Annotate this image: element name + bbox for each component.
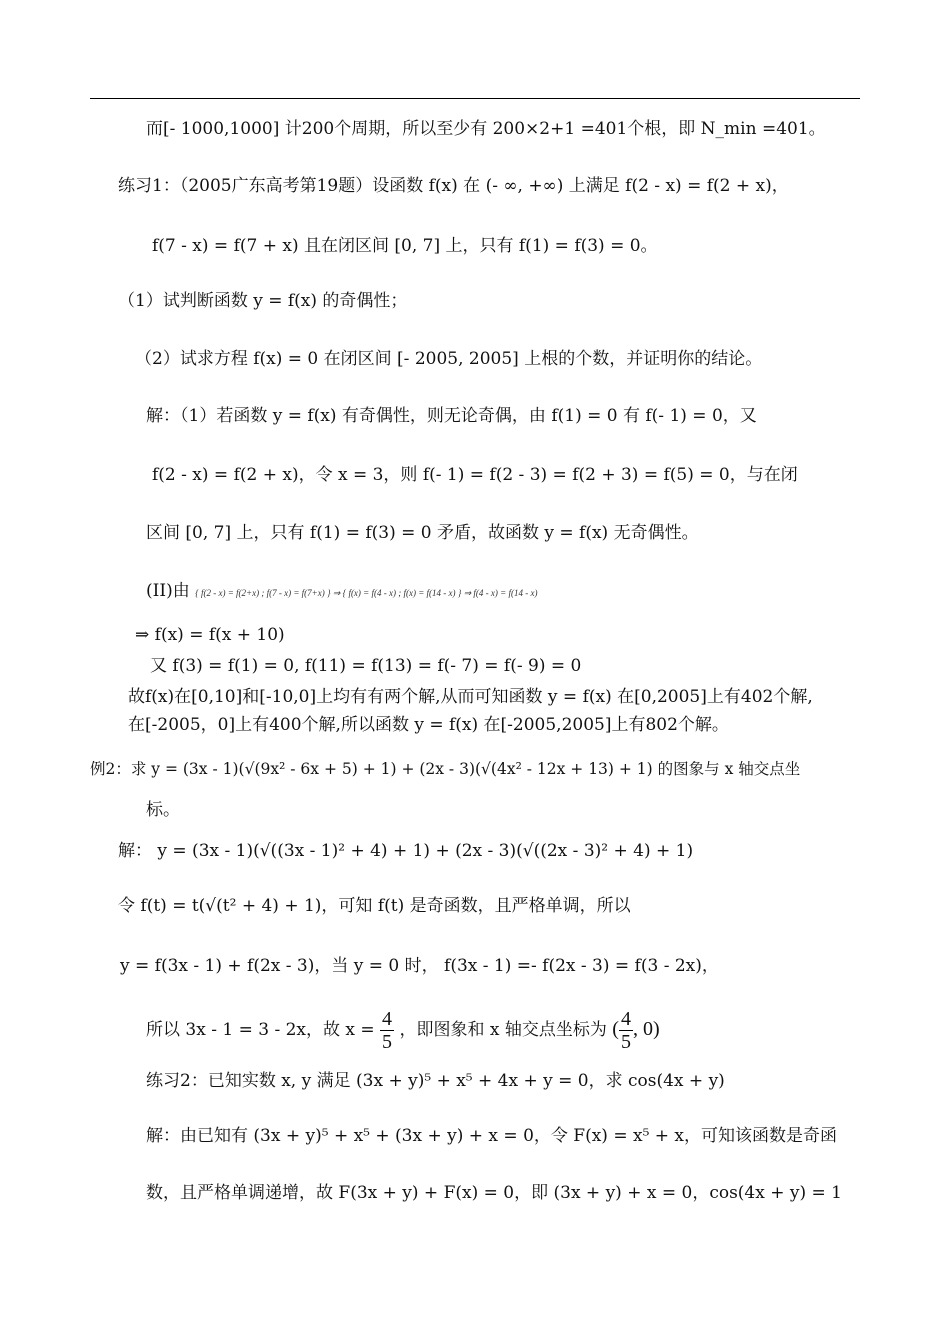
line-6-text: 解：（1）若函数 y = f(x) 有奇偶性，则无论奇偶，由 f(1) = 0 有 f(- 1) = 0，又 [146, 406, 757, 426]
line-16-text: 解： y = (3x - 1)(√((3x - 1)² + 4) + 1) + (2x - 3)(√((2x - 3)² + 4) + 1) [118, 841, 694, 861]
text-line-18 [120, 955, 719, 977]
line-3-text: f(7 - x) = f(7 + x) 且在闭区间 [0, 7] 上，只有 f(1) = f(3) = 0。 [152, 236, 658, 256]
text-line-2 [118, 175, 789, 197]
header-rule [90, 98, 860, 99]
text-line-12 [128, 686, 813, 708]
line-7-text: f(2 - x) = f(2 + x)，令 x = 3，则 f(- 1) = f(2 - 3) = f(2 + 3) = f(5) = 0，与在闭 [152, 465, 798, 485]
text-line-22 [146, 1182, 842, 1204]
line-10-text: ⇒ f(x) = f(x + 10) [135, 625, 285, 645]
line-8-text: 区间 [0, 7] 上，只有 f(1) = f(3) = 0 矛盾，故函数 y = f(x) 无奇偶性。 [146, 523, 699, 543]
text-line-16 [118, 840, 693, 862]
line-19-part-a: 所以 3x - 1 = 3 - 2x，故 x = [146, 1020, 375, 1040]
line-19-part-b: ，即图象和 x 轴交点坐标为 [399, 1020, 607, 1040]
line-9-formula: { f(2 - x) = f(2+x) ; f(7 - x) = f(7+x) } ⇒ { f(x) = f(4 - x) ; f(x) = f(14 - x) } ⇒ f(4 - x) = f(14 - x) [195, 588, 538, 598]
text-line-9 [146, 580, 537, 604]
text-line-6 [146, 405, 757, 427]
text-line-5 [135, 348, 762, 370]
fraction-numerator: 4 [382, 1008, 393, 1030]
line-2-text: 练习1：（2005广东高考第19题）设函数 f(x) 在 (- ∞, +∞) 上满足 f(2 - x) = f(2 + x)， [118, 176, 789, 196]
text-line-17 [118, 895, 631, 917]
line-17-text: 令 f(t) = t(√(t² + 4) + 1)，可知 f(t) 是奇函数，且严格单调，所以 [118, 896, 631, 916]
line-19-tail: , 0) [632, 1018, 660, 1040]
line-11-text: 又 f(3) = f(1) = 0, f(11) = f(13) = f(- 7) = f(- 9) = 0 [150, 656, 582, 676]
line-1-text: 而[- 1000,1000] 计200个周期，所以至少有 200×2+1 =401个根，即 N_min =401。 [146, 119, 826, 139]
text-line-21 [146, 1125, 837, 1147]
fraction-four-fifths-coord [619, 1008, 633, 1053]
line-22-text: 数，且严格单调递增，故 F(3x + y) + F(x) = 0，即 (3x + y) + x = 0，cos(4x + y) = 1 [146, 1183, 842, 1203]
text-line-11 [150, 655, 581, 677]
text-line-10 [135, 624, 285, 646]
line-20-text: 练习2：已知实数 x, y 满足 (3x + y)⁵ + x⁵ + 4x + y = 0，求 cos(4x + y) [146, 1071, 725, 1091]
text-line-14 [90, 758, 800, 780]
line-12-text: 故f(x)在[0,10]和[-10,0]上均有有两个解,从而可知函数 y = f(x) 在[0,2005]上有402个解, [128, 687, 813, 707]
fraction-four-fifths [380, 1008, 394, 1053]
text-line-7 [152, 464, 798, 486]
text-line-1 [146, 118, 826, 140]
line-9-prefix: (II)由 [146, 581, 190, 601]
text-line-19: 所以 3x - 1 = 3 - 2x，故 x = $\frac{4}{5}$ ，即图象和 x 轴交点坐标为 ( $\frac{4}{5}$ , 0) [146, 1008, 660, 1053]
line-5-text: （2）试求方程 f(x) = 0 在闭区间 [- 2005, 2005] 上根的个数，并证明你的结论。 [135, 349, 763, 369]
line-21-text: 解：由已知有 (3x + y)⁵ + x⁵ + (3x + y) + x = 0，令 F(x) = x⁵ + x，可知该函数是奇函 [146, 1126, 838, 1146]
line-13-text: 在[-2005，0]上有400个解,所以函数 y = f(x) 在[-2005,2005]上有802个解。 [128, 715, 729, 735]
coord-fraction-denominator: 5 [620, 1031, 631, 1053]
line-4-text: （1）试判断函数 y = f(x) 的奇偶性； [118, 291, 408, 311]
fraction-denominator: 5 [382, 1031, 393, 1053]
text-line-13 [128, 714, 729, 736]
text-line-4 [118, 290, 407, 312]
text-line-3 [152, 235, 658, 257]
line-15-text: 标。 [146, 800, 180, 820]
coord-fraction-numerator: 4 [620, 1008, 631, 1030]
line-14-text: 例2：求 y = (3x - 1)(√(9x² - 6x + 5) + 1) + (2x - 3)(√(4x² - 12x + 13) + 1) 的图象与 x 轴交点坐 [90, 760, 801, 778]
text-line-15 [146, 799, 180, 821]
text-line-8 [146, 522, 699, 544]
text-line-20 [146, 1070, 725, 1092]
line-18-text: y = f(3x - 1) + f(2x - 3)，当 y = 0 时， f(3x - 1) =- f(2x - 3) = f(3 - 2x)， [120, 956, 719, 976]
